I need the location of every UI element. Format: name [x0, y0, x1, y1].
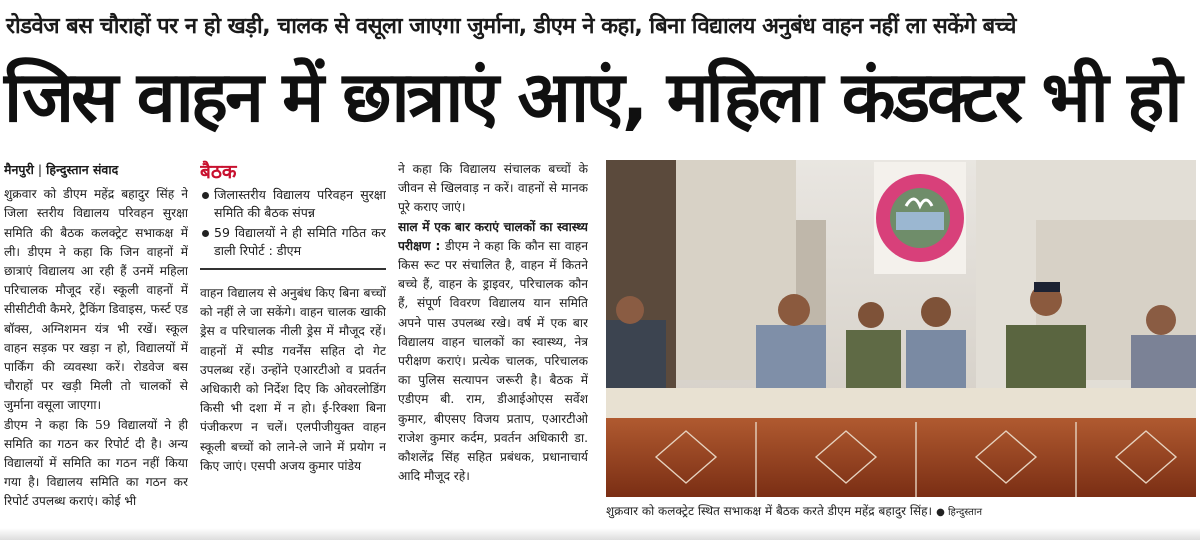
- caption-credit: ● हिन्दुस्तान: [936, 507, 982, 518]
- caption-text: शुक्रवार को कलक्ट्रेट स्थित सभाकक्ष में बैठक करते डीएम महेंद्र बहादुर सिंह।: [606, 504, 933, 518]
- subhead-body: डीएम ने कहा कि कौन सा वाहन किस रूट पर संचालित है, वाहन में कितने बच्चे हैं, वाहन के ड्राइवर, परिचालक कौन हैं, संपूर्ण विवरण विद्यालय यान समिति अपने पास उपलब्ध रखे। वर्ष में एक बार विद्यालय वाहन चालकों का स्वास्थ्य, नेत्र परीक्षण कराएं। प्रत्येक चालक, परिचालक का पुलिस सत्यापन जरूरी है। बैठक में एडीएम बी. राम, डीआईओएस सर्वेश कुमार, बीएसए विजय प्रताप, एआरटीओ राजेश कुमार कर्दम, प्रवर्तन अधिकारी डा. कौशलेंद्र सिंह सहित प्रबंधक, प्रधानाचार्य आदि मौजूद रहे।: [398, 238, 588, 484]
- byline: [4, 160, 188, 179]
- factbox-list: [200, 186, 386, 260]
- article-paragraph: ने कहा कि विद्यालय संचालक बच्चों के जीवन से खिलवाड़ न करें। वाहनों से मानक पूरे कराए जाएं।: [398, 162, 588, 215]
- meeting-photo: [606, 160, 1196, 497]
- factbox-item: 59 विद्यालयों ने ही समिति गठित कर डाली रिपोर्ट : डीएम: [200, 224, 386, 260]
- article-paragraph: शुक्रवार को डीएम महेंद्र बहादुर सिंह ने जिला स्तरीय विद्यालय परिवहन सुरक्षा समिति की बैठक कलक्ट्रेट सभाकक्ष में ली। डीएम ने कहा कि जिन वाहनों में छात्राएं विद्यालय आ रही हैं उनमें महिला परिचालक मौजूद रहें। स्कूली वाहनों में सीसीटीवी कैमरे, ट्रैकिंग डिवाइस, फर्स्ट एड बॉक्स, अग्निशमन यंत्र भी रखें। स्कूल वाहन सड़क पर खड़ा न हो, विद्यालयों में पार्किंग की व्यवस्था करें। रोडवेज बस चौराहों पर खड़ी मिली तो चालकों से जुर्माना वसूला जाएगा।: [4, 187, 188, 413]
- byline-source: हिन्दुस्तान संवाद: [46, 162, 119, 177]
- photo-caption: [606, 502, 1200, 519]
- factbox: [200, 160, 386, 270]
- factbox-item: जिलास्तरीय विद्यालय परिवहन सुरक्षा समिति की बैठक संपन्न: [200, 186, 386, 222]
- next-article-fragment: [0, 528, 1200, 540]
- factbox-divider: [200, 268, 386, 270]
- factbox-title: बैठक: [200, 161, 237, 183]
- article-column-3: [398, 160, 588, 520]
- article-column-1: [4, 160, 188, 530]
- article-paragraph: वाहन विद्यालय से अनुबंध किए बिना बच्चों को नहीं ले जा सकेंगे। वाहन चालक खाकी ड्रेस व परिचालक नीली ड्रेस में मौजूद रहें। वाहनों में स्पीड गवर्नेंस सहित दो गेट उपलब्ध रहें। उन्होंने एआरटीओ व प्रवर्तन अधिकारी को निर्देश दिए कि ओवरलोडिंग किसी भी दशा में न हो। ई-रिक्शा बिना पंजीकरण न चलें। एलपीजीयुक्त वाहन स्कूली बच्चों को लाने-ले जाने में प्रयोग न किए जाएं। एसपी अजय कुमार पांडेय: [200, 286, 386, 473]
- kicker-headline: रोडवेज बस चौराहों पर न हो खड़ी, चालक से वसूला जाएगा जुर्माना, डीएम ने कहा, बिना विद्यालय अनुबंध वाहन नहीं ला सकेंगे बच्चे: [6, 14, 1016, 39]
- meeting-photo-illustration: [606, 160, 1196, 497]
- subhead: साल में एक बार कराएं चालकों का स्वास्थ्य परीक्षण :: [398, 219, 588, 253]
- district-seal: [874, 162, 966, 274]
- article-paragraph: डीएम ने कहा कि 59 विद्यालयों ने ही समिति का गठन कर रिपोर्ट दी है। अन्य विद्यालयों में समिति का गठन नहीं किया गया है। विद्यालय समिति का गठन कर रिपोर्ट उपलब्ध कराएं। कोई भी: [4, 417, 188, 509]
- article-column-2: [200, 160, 386, 530]
- byline-place: मैनपुरी: [4, 162, 34, 177]
- article-paragraph-with-subhead: [398, 218, 588, 487]
- main-headline: जिस वाहन में छात्राएं आएं, महिला कंडक्टर भी हो: [4, 56, 1180, 138]
- byline-separator: |: [37, 162, 43, 177]
